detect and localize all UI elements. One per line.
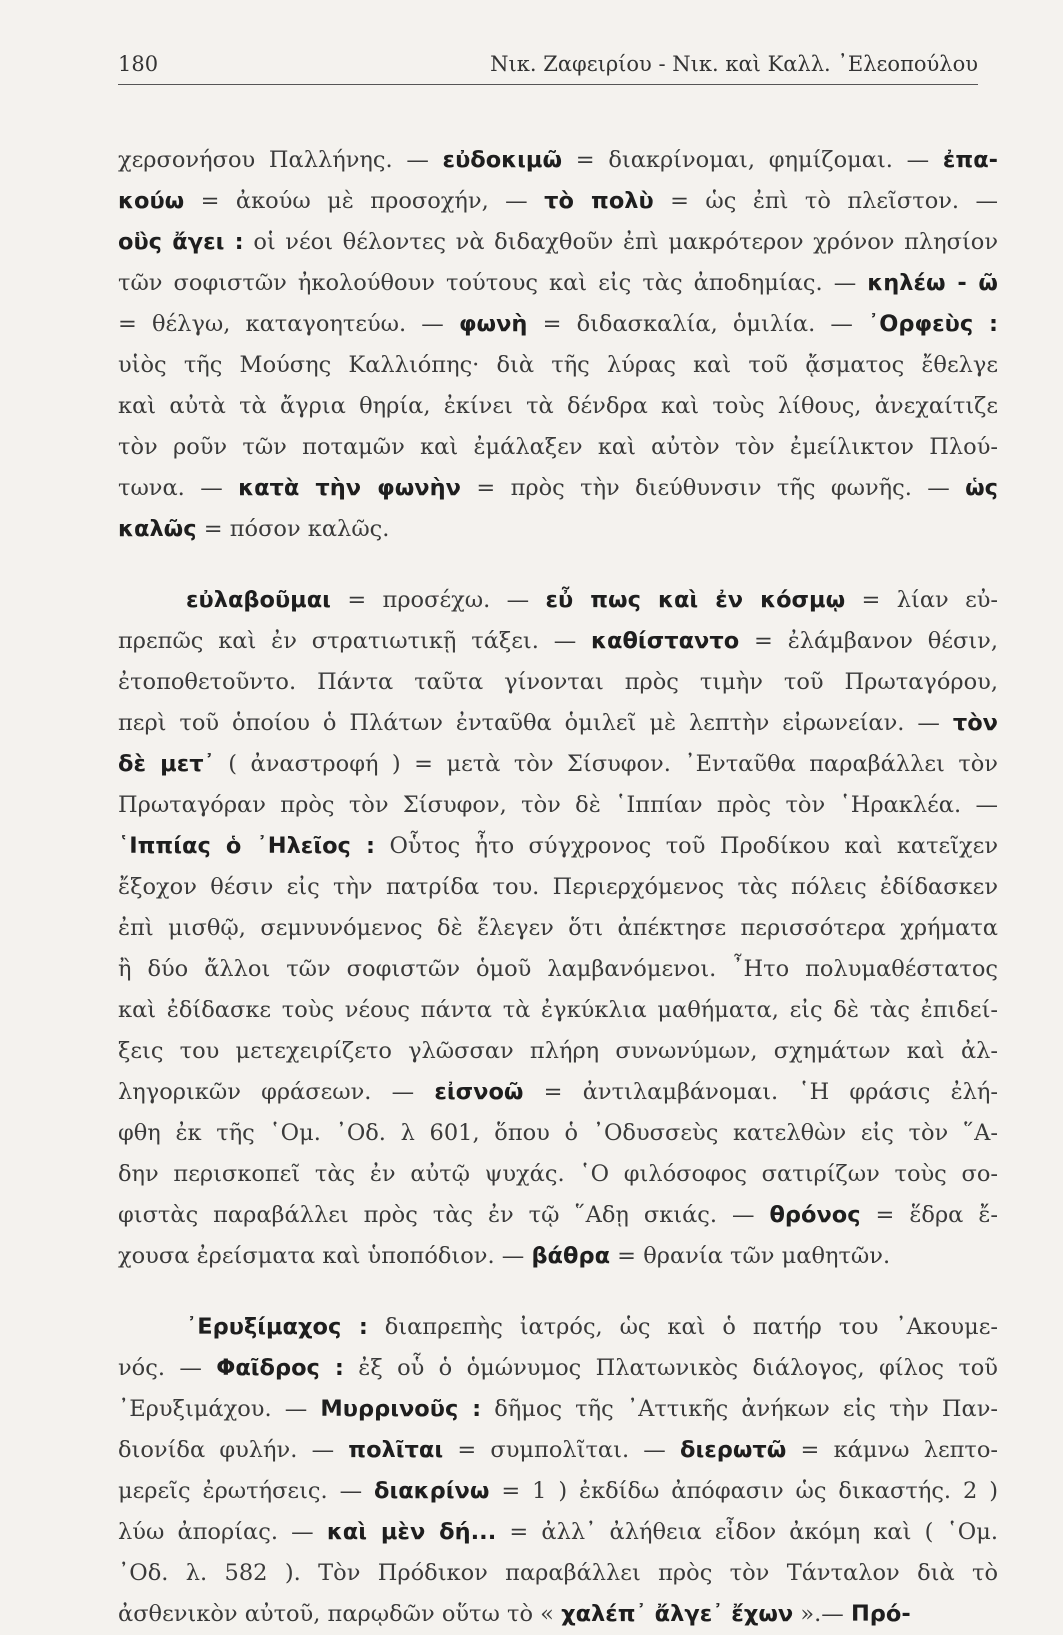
- gloss-text: τὸν ροῦν τῶν ποταμῶν καὶ ἐμάλαξεν καὶ αὐτὸν τὸν ἐμείλικτον Πλού-: [118, 434, 998, 460]
- text-line: [118, 826, 998, 867]
- text-line: [118, 1072, 998, 1113]
- gloss-text: φιστὰς παραβάλλει πρὸς τὰς ἐν τῷ ῞Αδῃ σκιάς. —: [118, 1202, 770, 1228]
- text-line: [118, 304, 998, 345]
- lemma: βάθρα: [531, 1243, 611, 1269]
- lemma: φωνὴ: [458, 311, 528, 337]
- lemma: ἐπα-: [942, 147, 998, 173]
- gloss-text: ἐτοποθετοῦντο. Πάντα ταῦτα γίνονται πρὸς τιμὴν τοῦ Πρωταγόρου,: [118, 669, 998, 695]
- lemma: τὸ πολὺ: [544, 188, 654, 214]
- gloss-text: = ἀλλ᾿ ἀλήθεια εἶδον ἀκόμη καὶ ( ῾Ομ.: [496, 1519, 998, 1545]
- gloss-text: διονίδα φυλήν. —: [118, 1437, 349, 1463]
- text-line: [118, 1348, 998, 1389]
- gloss-text: ᾿Οδ. λ. 582 ). Τὸν Πρόδικον παραβάλλει πρὸς τὸν Τάνταλον διὰ τὸ: [118, 1560, 998, 1586]
- commentary-text: [118, 140, 998, 1635]
- gloss-text: φθη ἐκ τῆς ῾Ομ. ᾿Οδ. λ 601, ὅπου ὁ ᾿Οδυσσεὺς κατελθὼν εἰς τὸν ῞Α-: [118, 1120, 998, 1146]
- text-line: [118, 744, 998, 785]
- gloss-text: = πόσον καλῶς.: [196, 516, 390, 542]
- gloss-text: λύω ἀπορίας. —: [118, 1519, 327, 1545]
- lemma: κούω: [118, 188, 185, 214]
- gloss-text: καὶ ἐδίδασκε τοὺς νέους πάντα τὰ ἐγκύκλια μαθήματα, εἰς δὲ τὰς ἐπιδεί-: [118, 997, 998, 1023]
- gloss-text: τωνα. —: [118, 475, 239, 501]
- text-line: [118, 1553, 998, 1594]
- lemma: κηλέω - ῶ: [867, 270, 998, 296]
- gloss-text: ( ἀναστροφή ) = μετὰ τὸν Σίσυφον. ᾿Ενταῦθα παραβάλλει τὸν: [214, 751, 998, 777]
- lemma: εὖ πως καὶ ἐν κόσμῳ: [545, 587, 846, 613]
- gloss-text: νός. —: [118, 1355, 217, 1381]
- running-title: Νικ. Ζαφειρίου - Νικ. καὶ Καλλ. ᾿Ελεοπούλου: [490, 52, 978, 76]
- text-line: [118, 621, 998, 662]
- text-line: [118, 263, 998, 304]
- gloss-text: = θρανία τῶν μαθητῶν.: [610, 1243, 891, 1269]
- text-line: [118, 345, 998, 386]
- lemma: δὲ μετ᾿: [118, 751, 215, 777]
- gloss-text: οἱ νέοι θέλοντες νὰ διδαχθοῦν ἐπὶ μακρότερον χρόνον πλησίον: [243, 229, 998, 255]
- gloss-text: ἀσθενικὸν αὐτοῦ, παρῳδῶν οὕτω τὸ «: [118, 1601, 562, 1627]
- lemma: εἰσνοῶ: [434, 1079, 524, 1105]
- text-line: [118, 1195, 998, 1236]
- lemma: ᾿Ορφεὺς :: [868, 311, 998, 337]
- gloss-text: τῶν σοφιστῶν ἠκολούθουν τούτους καὶ εἰς τὰς ἀποδημίας. —: [118, 270, 868, 296]
- gloss-text: = διδασκαλία, ὁμιλία. —: [527, 311, 869, 337]
- text-line: [118, 908, 998, 949]
- gloss-text: = λίαν εὐ-: [845, 587, 998, 613]
- gloss-text: χουσα ἐρείσματα καὶ ὑποπόδιον. —: [118, 1243, 532, 1269]
- lemma: θρόνος: [769, 1202, 861, 1228]
- gloss-text: χερσονήσου Παλλήνης. —: [118, 147, 443, 173]
- gloss-text: ἔξοχον θέσιν εἰς τὴν πατρίδα του. Περιερχόμενος τὰς πόλεις ἐδίδασκεν: [118, 874, 998, 900]
- gloss-text: Οὗτος ἦτο σύγχρονος τοῦ Προδίκου καὶ κατεῖχεν: [375, 833, 998, 859]
- lemma: καθίσταντο: [591, 628, 740, 654]
- lemma: Πρό-: [850, 1601, 911, 1627]
- gloss-text: πρεπῶς καὶ ἐν στρατιωτικῇ τάξει. —: [118, 628, 592, 654]
- text-line: [118, 1113, 998, 1154]
- gloss-text: = ἕδρα ἔ-: [860, 1202, 998, 1228]
- gloss-text: περὶ τοῦ ὁποίου ὁ Πλάτων ἐνταῦθα ὁμιλεῖ μὲ λεπτὴν εἰρωνείαν. —: [118, 710, 953, 736]
- lemma: τὸν: [952, 710, 998, 736]
- gloss-text: = πρὸς τὴν διεύθυνσιν τῆς φωνῆς. —: [460, 475, 966, 501]
- paragraph: [118, 140, 998, 550]
- text-line: [118, 1236, 998, 1277]
- gloss-text: ληγορικῶν φράσεων. —: [118, 1079, 435, 1105]
- lemma: πολῖται: [348, 1437, 444, 1463]
- gloss-text: ξεις του μετεχειρίζετο γλῶσσαν πλήρη συνωνύμων, σχημάτων καὶ ἀλ-: [118, 1038, 998, 1064]
- text-line: [118, 222, 998, 263]
- text-line: [118, 468, 998, 509]
- lemma: ᾿Ερυξίμαχος :: [186, 1314, 368, 1340]
- gloss-text: δην περισκοπεῖ τὰς ἐν αὐτῷ ψυχάς. ῾Ο φιλόσοφος σατιρίζων τοὺς σο-: [118, 1161, 998, 1187]
- gloss-text: = κάμνω λεπτο-: [786, 1437, 998, 1463]
- text-line: [118, 990, 998, 1031]
- lemma: οὓς ἄγει :: [118, 229, 244, 255]
- text-line: [118, 949, 998, 990]
- lemma: καλῶς: [118, 516, 197, 542]
- gloss-text: = θέλγω, καταγοητεύω. —: [118, 311, 459, 337]
- text-line: [118, 1154, 998, 1195]
- lemma: εὐλαβοῦμαι: [186, 587, 331, 613]
- lemma: εὐδοκιμῶ: [442, 147, 563, 173]
- gloss-text: = προσέχω. —: [330, 587, 546, 613]
- lemma: ῾Ιππίας ὁ ᾿Ηλεῖος :: [118, 833, 376, 859]
- text-line: [118, 1307, 998, 1348]
- gloss-text: ᾿Ερυξιμάχου. —: [118, 1396, 321, 1422]
- page-header: [118, 52, 978, 85]
- text-line: [118, 181, 998, 222]
- gloss-text: υἱὸς τῆς Μούσης Καλλιόπης· διὰ τῆς λύρας καὶ τοῦ ᾄσματος ἔθελγε: [118, 352, 998, 378]
- text-line: [118, 1031, 998, 1072]
- text-line: [118, 1430, 998, 1471]
- gloss-text: καὶ αὐτὰ τὰ ἄγρια θηρία, ἐκίνει τὰ δένδρα καὶ τοὺς λίθους, ἀνεχαίτιζε: [118, 393, 998, 419]
- text-line: [118, 509, 998, 550]
- gloss-text: = διακρίνομαι, φημίζομαι. —: [562, 147, 943, 173]
- gloss-text: ».—: [793, 1601, 851, 1627]
- text-line: [118, 1471, 998, 1512]
- gloss-text: δῆμος τῆς ᾿Αττικῆς ἀνήκων εἰς τὴν Παν-: [481, 1396, 998, 1422]
- text-line: [118, 703, 998, 744]
- lemma: κατὰ τὴν φωνὴν: [238, 475, 461, 501]
- text-line: [118, 1389, 998, 1430]
- page-number: 180: [118, 52, 159, 76]
- paragraph: [118, 580, 998, 1277]
- paragraph: [118, 1307, 998, 1635]
- gloss-text: μερεῖς ἐρωτήσεις. —: [118, 1478, 374, 1504]
- lemma: ὡς: [965, 475, 998, 501]
- gloss-text: ἐξ οὗ ὁ ὁμώνυμος Πλατωνικὸς διάλογος, φίλος τοῦ: [343, 1355, 998, 1381]
- text-line: [118, 386, 998, 427]
- gloss-text: = ἀκούω μὲ προσοχήν, —: [184, 188, 545, 214]
- text-line: [118, 1512, 998, 1553]
- text-line: [118, 427, 998, 468]
- gloss-text: διαπρεπὴς ἰατρός, ὡς καὶ ὁ πατήρ του ᾿Ακουμε-: [367, 1314, 998, 1340]
- lemma: καὶ μὲν δή...: [326, 1519, 497, 1545]
- text-line: [118, 140, 998, 181]
- gloss-text: = ἐλάμβανον θέσιν,: [739, 628, 998, 654]
- lemma: διακρίνω: [373, 1478, 490, 1504]
- text-line: [118, 1594, 998, 1635]
- gloss-text: ἐπὶ μισθῷ, σεμνυνόμενος δὲ ἔλεγεν ὅτι ἀπέκτησε περισσότερα χρήματα: [118, 915, 998, 941]
- gloss-text: = ἀντιλαμβάνομαι. ῾Η φράσις ἐλή-: [523, 1079, 998, 1105]
- text-line: [118, 867, 998, 908]
- text-line: [118, 580, 998, 621]
- lemma: χαλέπ᾿ ἄλγε᾿ ἔχων: [561, 1601, 794, 1627]
- gloss-text: = ὡς ἐπὶ τὸ πλεῖστον. —: [653, 188, 998, 214]
- lemma: διερωτῶ: [680, 1437, 787, 1463]
- gloss-text: ἢ δύο ἄλλοι τῶν σοφιστῶν ὁμοῦ λαμβανόμενοι. ῏Ητο πολυμαθέστατος: [118, 956, 998, 982]
- gloss-text: = 1 ) ἐκδίδω ἀπόφασιν ὡς δικαστής. 2 ): [489, 1478, 998, 1504]
- text-line: [118, 785, 998, 826]
- lemma: Φαῖδρος :: [216, 1355, 344, 1381]
- lemma: Μυρρινοῦς :: [320, 1396, 482, 1422]
- text-line: [118, 662, 998, 703]
- gloss-text: Πρωταγόραν πρὸς τὸν Σίσυφον, τὸν δὲ ῾Ιππίαν πρὸς τὸν ῾Ηρακλέα. —: [118, 792, 998, 818]
- gloss-text: = συμπολῖται. —: [443, 1437, 680, 1463]
